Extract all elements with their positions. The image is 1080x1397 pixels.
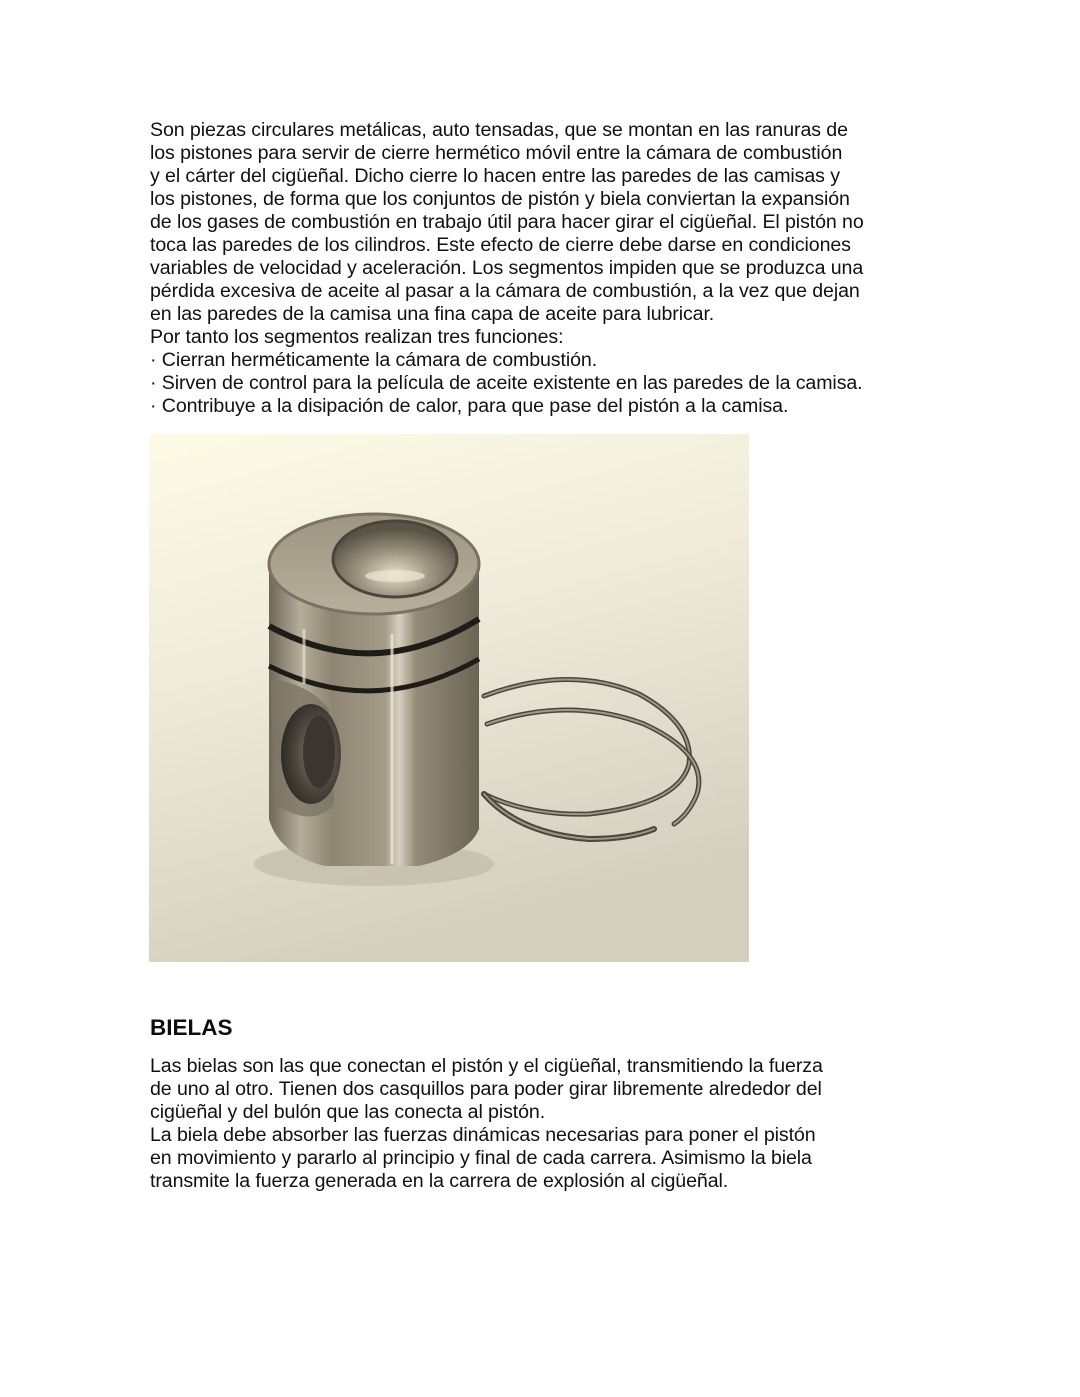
text-line: transmite la fuerza generada en la carrera de explosión al cigüeñal. bbox=[150, 1170, 729, 1192]
bielas-description bbox=[150, 1055, 823, 1193]
functions-intro: Por tanto los segmentos realizan tres funciones: bbox=[150, 326, 564, 348]
text-line: toca las paredes de los cilindros. Este efecto de cierre debe darse en condiciones bbox=[150, 234, 851, 256]
section-heading-bielas: BIELAS bbox=[150, 1015, 233, 1040]
text-line: pérdida excesiva de aceite al pasar a la cámara de combustión, a la vez que dejan bbox=[150, 280, 860, 302]
function-item: · Sirven de control para la película de aceite existente en las paredes de la camisa. bbox=[150, 372, 863, 394]
text-line: los pistones, de forma que los conjuntos de pistón y biela conviertan la expansión bbox=[150, 188, 850, 210]
text-line: Las bielas son las que conectan el pistón y el cigüeñal, transmitiendo la fuerza bbox=[150, 1055, 823, 1077]
text-line: cigüeñal y del bulón que las conecta al pistón. bbox=[150, 1101, 546, 1123]
text-line: de uno al otro. Tienen dos casquillos para poder girar libremente alrededor del bbox=[150, 1078, 822, 1100]
segmentos-description bbox=[150, 119, 864, 418]
text-line: en las paredes de la camisa una fina capa de aceite para lubricar. bbox=[150, 303, 715, 325]
text-line: de los gases de combustión en trabajo útil para hacer girar el cigüeñal. El pistón no bbox=[150, 211, 864, 233]
function-item: · Contribuye a la disipación de calor, para que pase del pistón a la camisa. bbox=[150, 395, 789, 417]
text-line: y el cárter del cigüeñal. Dicho cierre lo hacen entre las paredes de las camisas y bbox=[150, 165, 840, 187]
text-line: Son piezas circulares metálicas, auto tensadas, que se montan en las ranuras de bbox=[150, 119, 848, 141]
piston-with-rings-illustration bbox=[149, 434, 749, 962]
function-item: · Cierran herméticamente la cámara de combustión. bbox=[150, 349, 598, 371]
text-line: en movimiento y pararlo al principio y final de cada carrera. Asimismo la biela bbox=[150, 1147, 812, 1169]
text-line: los pistones para servir de cierre hermético móvil entre la cámara de combustión bbox=[150, 142, 843, 164]
text-line: La biela debe absorber las fuerzas dinámicas necesarias para poner el pistón bbox=[150, 1124, 816, 1146]
piston-photo bbox=[149, 434, 749, 962]
text-line: variables de velocidad y aceleración. Los segmentos impiden que se produzca una bbox=[150, 257, 864, 279]
